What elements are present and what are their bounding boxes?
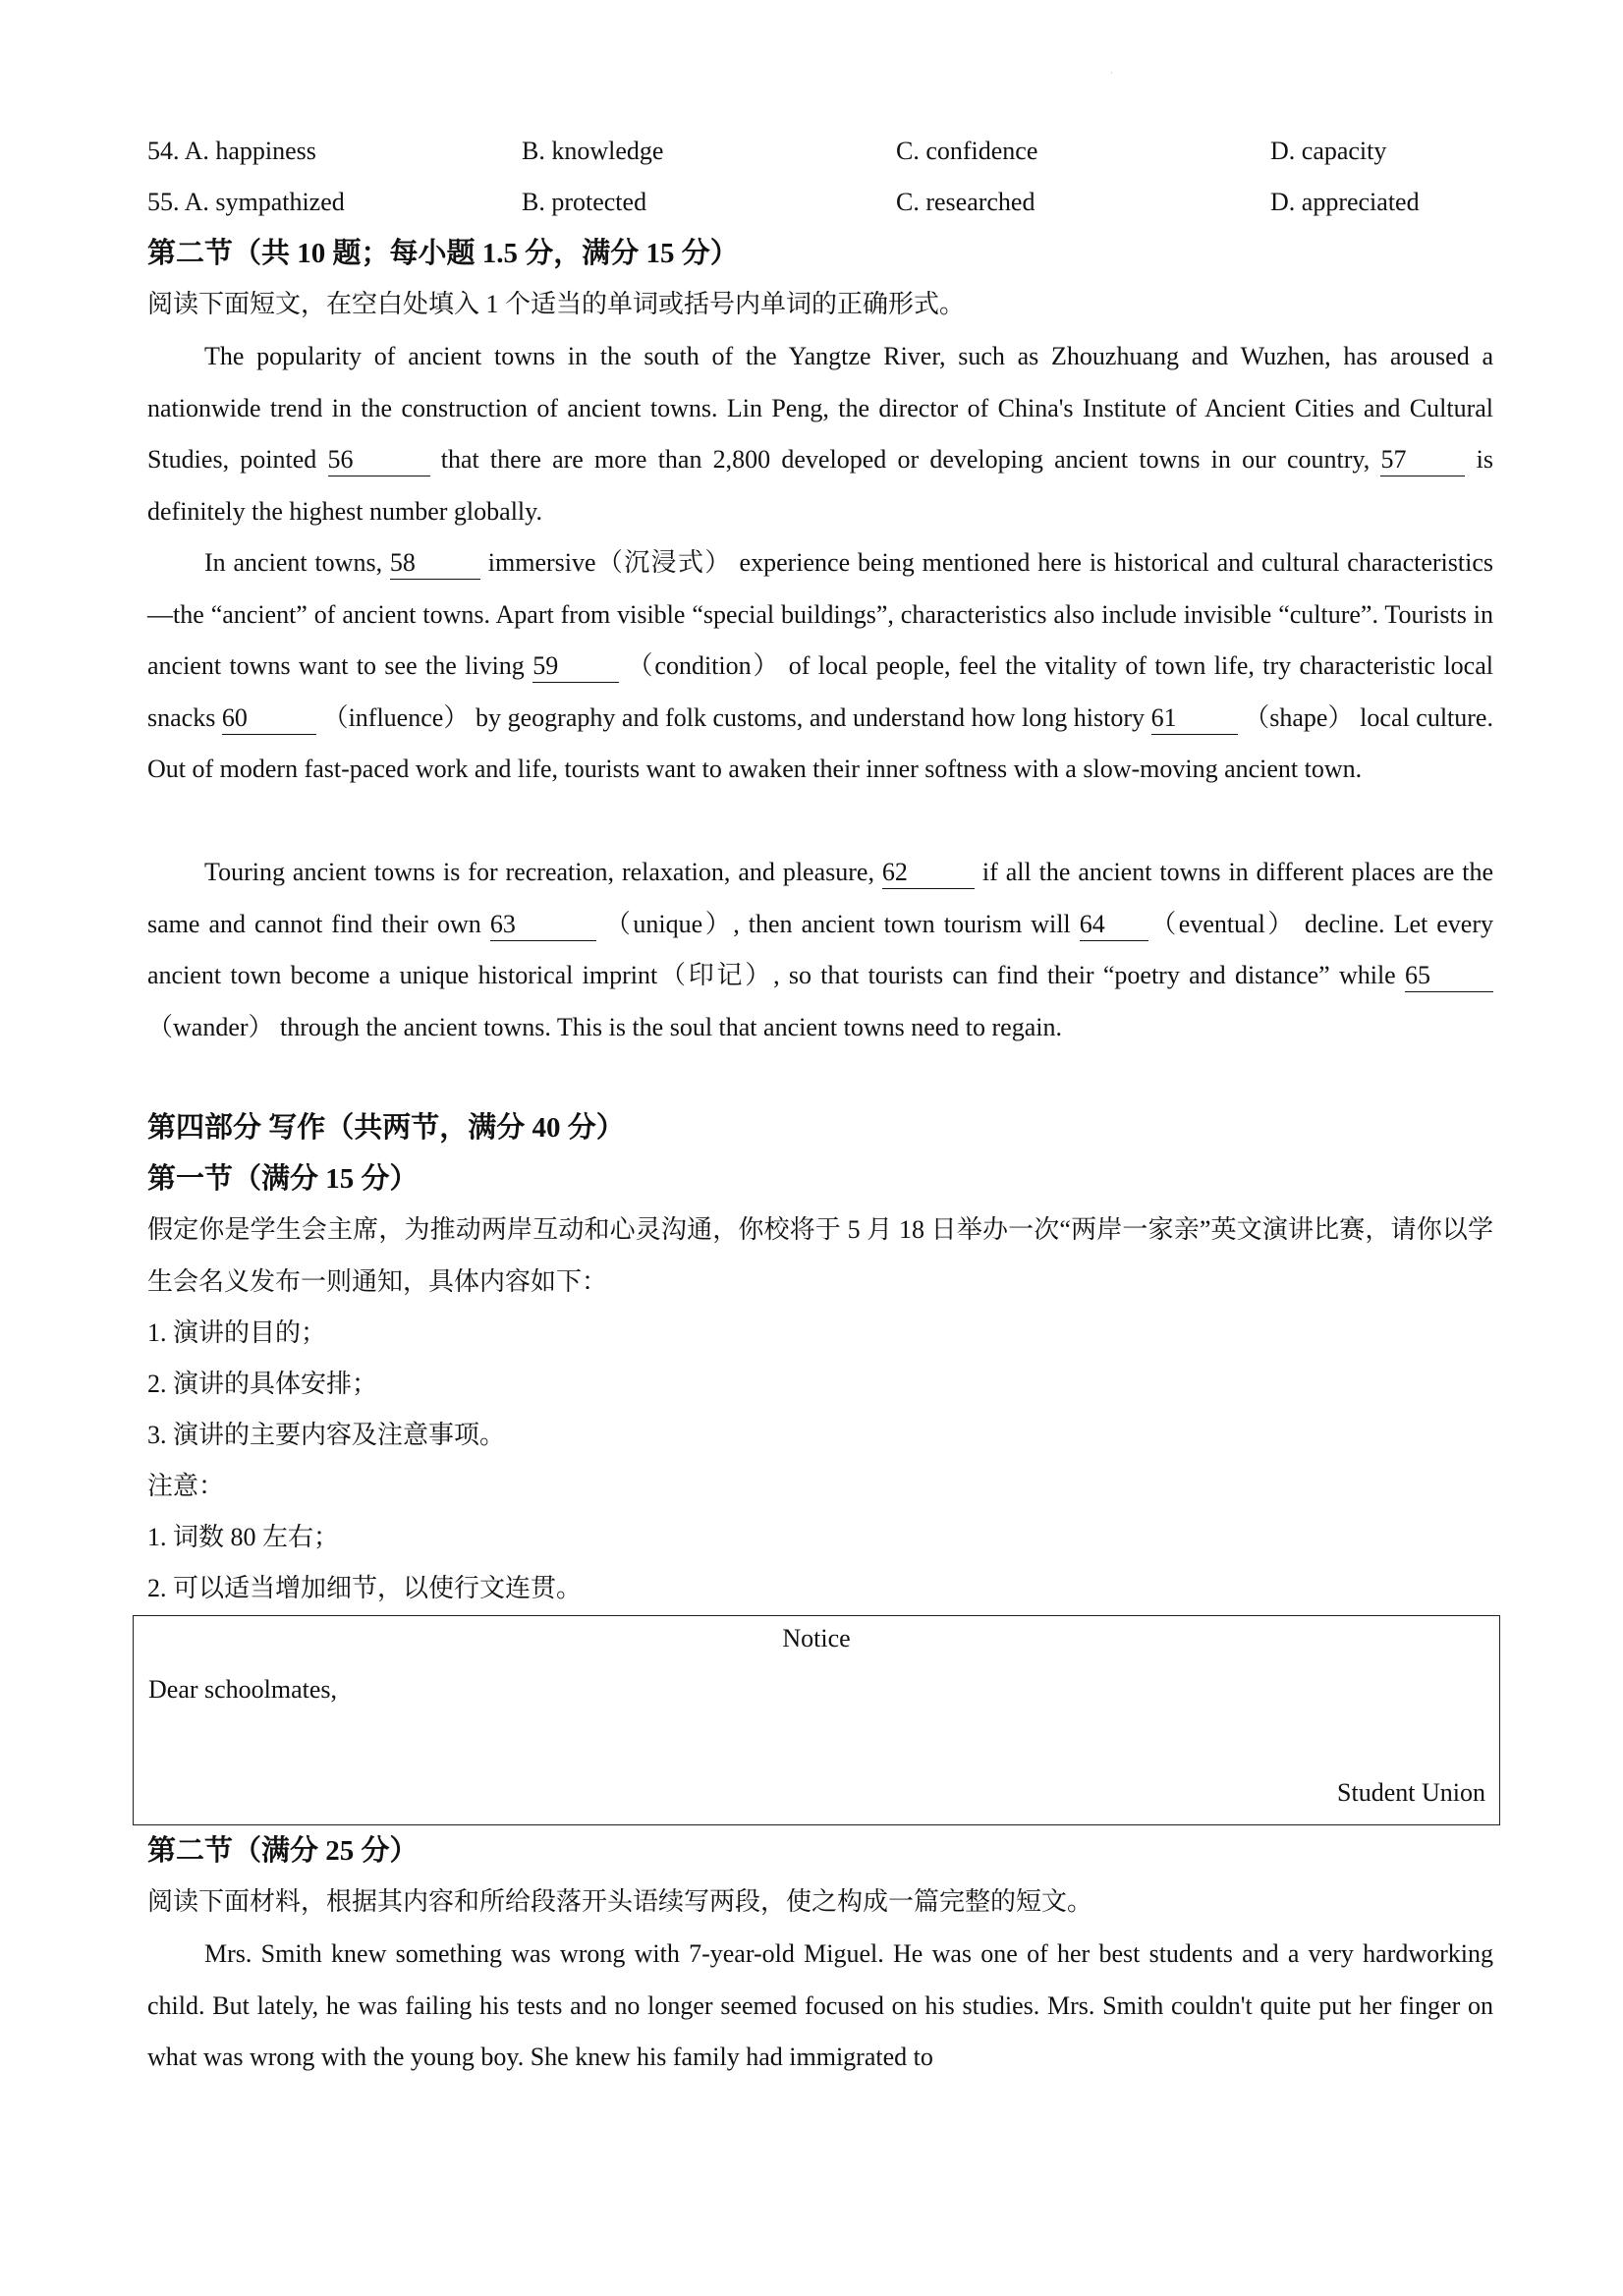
- box-greeting: Dear schoolmates,: [148, 1675, 338, 1704]
- story-paragraph: Mrs. Smith knew something was wrong with 7-year-old Miguel. He was one of her best students and a very hardworking child. But lately, he was failing his tests and no longer seemed focused on his studies. Mrs. Smith couldn't quite put her finger on what was wrong with the young boy. She knew his family had immigrated to: [147, 1939, 1493, 2071]
- blank-56: 56: [328, 444, 430, 476]
- blank-63: 63: [490, 909, 596, 941]
- blank-60: 60: [222, 702, 316, 735]
- prompt-item-3: 3. 演讲的主要内容及注意事项。: [147, 1421, 506, 1449]
- scan-dot: ·: [1110, 69, 1113, 78]
- passage-paragraph-3: Touring ancient towns is for recreation, relaxation, and pleasure, 62 if all the ancient towns in different places are the same and cannot find their own 63 （unique）, then ancient town tourism will 64 （eventual） decline. Let every ancient town become a unique historical imprint（印记）, so that tourists can find their “poetry and distance” while 65 （wander） through the ancient towns. This is the soul that ancient towns need to regain.: [147, 858, 1493, 1041]
- note-label: 注意：: [147, 1472, 225, 1500]
- part4-section1-heading: 第一节（满分 15 分）: [147, 1163, 419, 1195]
- option-55-b: B. protected: [522, 188, 647, 216]
- note-item-1: 1. 词数 80 左右；: [147, 1523, 340, 1551]
- part4-section2-heading: 第二节（满分 25 分）: [147, 1835, 419, 1867]
- prompt-item-1: 1. 演讲的目的；: [147, 1318, 327, 1347]
- passage-paragraph-2: In ancient towns, 58 immersive（沉浸式） experience being mentioned here is historical and cultural characteristics—the “ancient” of ancient towns. Apart from visible “special buildings”, characteristics also include invisible “culture”. Tourists in ancient towns want to see the living 59 （condition） of local people, feel the vitality of town life, try characteristic local snacks 60 （influence） by geography and folk customs, and understand how long history 61 （shape） local culture. Out of modern fast-paced work and life, tourists want to awaken their inner softness with a slow-moving ancient town.: [147, 548, 1493, 783]
- prompt-item-2: 2. 演讲的具体安排；: [147, 1370, 378, 1398]
- blank-65: 65: [1405, 960, 1493, 992]
- part4-heading: 第四部分 写作（共两节，满分 40 分）: [147, 1112, 625, 1144]
- writing-prompt: 假定你是学生会主席，为推动两岸互动和心灵沟通，你校将于 5 月 18 日举办一次“两岸一家亲”英文演讲比赛，请你以学生会名义发布一则通知，具体内容如下：: [147, 1215, 1493, 1296]
- option-55-c: C. researched: [896, 188, 1035, 216]
- blank-58: 58: [390, 547, 480, 580]
- blank-57: 57: [1380, 444, 1465, 476]
- section2-instruction: 阅读下面短文，在空白处填入 1 个适当的单词或括号内单词的正确形式。: [147, 290, 966, 318]
- answer-box: [133, 1615, 1500, 1825]
- option-54-b: B. knowledge: [522, 137, 664, 165]
- note-item-2: 2. 可以适当增加细节，以使行文连贯。: [147, 1574, 583, 1602]
- passage-paragraph-1: The popularity of ancient towns in the south of the Yangtze River, such as Zhouzhuang and Wuzhen, has aroused a nationwide trend in the construction of ancient towns. Lin Peng, the director of China's Institute of Ancient Cities and Cultural Studies, pointed 56 that there are more than 2,800 developed or developing ancient towns in our country, 57 is definitely the highest number globally.: [147, 342, 1494, 526]
- blank-59: 59: [532, 650, 619, 683]
- blank-62: 62: [882, 857, 975, 889]
- box-signature: Student Union: [1337, 1778, 1485, 1807]
- option-54-d: D. capacity: [1270, 137, 1387, 165]
- section2-heading: 第二节（共 10 题；每小题 1.5 分，满分 15 分）: [147, 238, 739, 269]
- box-title: Notice: [782, 1624, 851, 1652]
- section2-writing-instruction: 阅读下面材料，根据其内容和所给段落开头语续写两段，使之构成一篇完整的短文。: [147, 1887, 1093, 1916]
- option-54-c: C. confidence: [896, 137, 1038, 165]
- exam-page: · 54. A. happiness B. knowledge C. confidence D. capacity 55. A. sympathized B. protected C. researched D. appreciated 第二节（共 10 题；每小题 1.5 分，满分 15 分） 阅读下面短文，在空白处填入 1 个适当的单词或括号内单词的正确形式。 The popularity of ancient towns in the south of the Yangtze River, such as Zhouzhuang and Wuzhen, has aroused a nationwide trend in the construction of ancient towns. Lin Peng, the director of China's Institute of Ancient Cities and Cultural Studies, pointed 56 that there are more than 2,800 developed or developing ancient towns in our country, 57 is definitely the highest number globally. In ancient towns, 58 immersive（沉浸式） experience being mentioned here is historical and cultural characteristics—the “ancient” of ancient towns. Apart from visible “special buildings”, characteristics also include invisible “culture”. Tourists in ancient towns want to see the living 59 （condition） of local people, feel the vitality of town life, try characteristic local snacks 60 （influence） by geography and folk customs, and understand how long history 61 （shape） local culture. Out of modern fast-paced work and life, tourists want to awaken their inner softness with a slow-moving ancient town. Touring ancient towns is for recreation, relaxation, and pleasure, 62 if all the ancient towns in different places are the same and cannot find their own 63 （unique）, then ancient town tourism will 64 （eventual） decline. Let every ancient town become a unique historical imprint（印记）, so that tourists can find their “poetry and distance” while 65 （wander） through the ancient towns. This is the soul that ancient towns need to regain. 第四部分 写作（共两节，满分 40 分） 第一节（满分 15 分） 假定你是学生会主席，为推动两岸互动和心灵沟通，你校将于 5 月 18 日举办一次“两岸一家亲”英文演讲比赛，请你以学生会名义发布一则通知，具体内容如下： 1. 演讲的目的； 2. 演讲的具体安排； 3. 演讲的主要内容及注意事项。 注意： 1. 词数 80 左右； 2. 可以适当增加细节，以使行文连贯。 Notice Dear schoolmates, Student Union 第二节（满分 25 分） 阅读下面材料，根据其内容和所给段落开头语续写两段，使之构成一篇完整的短文。 Mrs. Smith knew something was wrong with 7-year-old Miguel. He was one of her best students and a very hardworking child. But lately, he was failing his tests and no longer seemed focused on his studies. Mrs. Smith couldn't quite put her finger on what was wrong with the young boy. She knew his family had immigrated to: [0, 0, 1623, 2296]
- blank-61: 61: [1151, 702, 1238, 735]
- option-55-d: D. appreciated: [1270, 188, 1420, 216]
- blank-64: 64: [1080, 909, 1148, 941]
